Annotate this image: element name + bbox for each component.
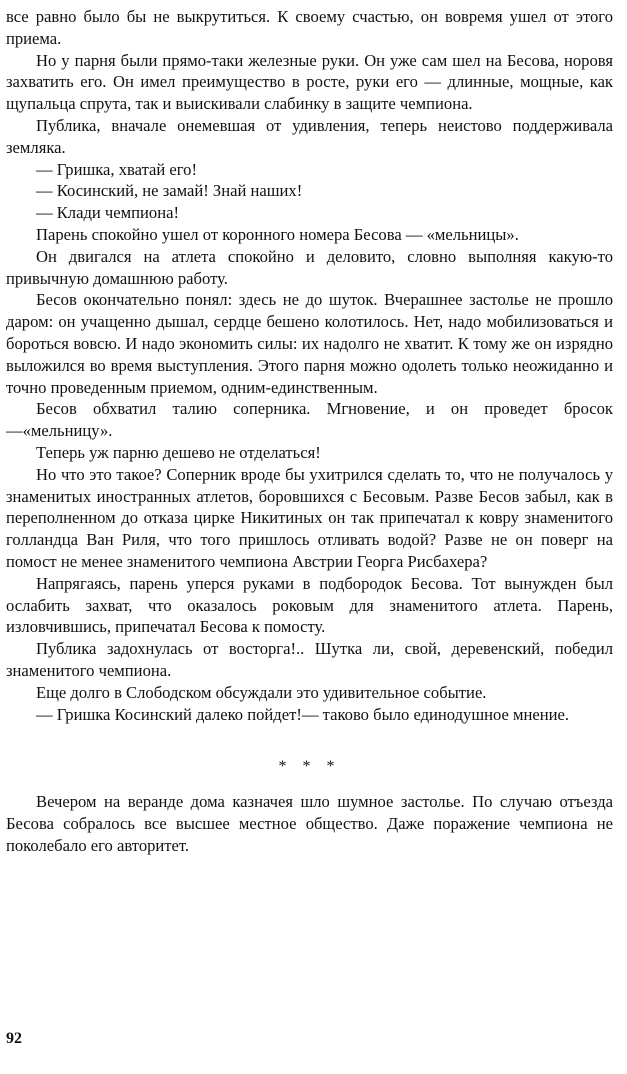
paragraph: Напрягаясь, парень уперся руками в подбородок Бесова. Тот вынужден был ослабить захват, что оказалось роковым для знаменитого атлета. Парень, изловчившись, припечатал Бесова к помосту. (6, 573, 613, 637)
paragraph: Бесов обхватил талию соперника. Мгновение, и он проведет бросок —«мельницу». (6, 399, 613, 441)
dialogue-line: — Клади чемпиона! (36, 203, 179, 223)
paragraph: Но у парня были прямо-таки железные руки. Он уже сам шел на Бесова, норовя захватить его. Он имел преимущество в росте, руки его — длинные, мощные, как щупальца спрута, так и выискивали слабинку в защите чемпиона. (6, 50, 613, 114)
page-number: 92 (6, 1030, 22, 1047)
paragraph: все равно было бы не выкрутиться. К своему счастью, он вовремя ушел от этого приема. (6, 7, 613, 48)
paragraph: Парень спокойно ушел от коронного номера Бесова — «мельницы». (36, 224, 519, 244)
paragraph: Вечером на веранде дома казначея шло шумное застолье. По случаю отъезда Бесова собралось все высшее местное общество. Даже поражение чемпиона не поколебало его авторитет. (6, 792, 613, 855)
paragraph: Но что это такое? Соперник вроде бы ухитрился сделать то, что не получалось у знаменитых иностранных атлетов, боровшихся с Бесовым. Разве Бесов забыл, как в переполненном до отказа цирке Никитиных он так припечатал к ковру знаменитого голландца Ван Риля, что того пришлось отливать водой? Разве не он поверг на помост не менее знаменитого чемпиона Австрии Георга Рисбахера? (6, 464, 613, 571)
body-text-top (6, 6, 613, 725)
section-separator: * * * (278, 758, 341, 776)
paragraph: Публика задохнулась от восторга!.. Шутка ли, свой, деревенский, победил знаменитого чемпиона. (6, 639, 613, 680)
dialogue-line: — Косинский, не замай! Знай наших! (36, 181, 303, 201)
paragraph: Бесов окончательно понял: здесь не до шуток. Вчерашнее застолье не прошло даром: он учащенно дышал, сердце бешено колотилось. Нет, надо мобилизоваться и бороться вовсю. И надо экономить силы: их надолго не хватит. К тому же он изрядно выложился во время выступления. Этого парня можно одолеть только неожиданно и точно проведенным приемом, одним-единственным. (6, 290, 613, 397)
dialogue-line: — Гришка, хватай его! (36, 159, 197, 179)
body-text-bottom (6, 791, 613, 856)
paragraph: Еще долго в Слободском обсуждали это удивительное событие. (36, 682, 487, 702)
paragraph: Теперь уж парню дешево не отделаться! (36, 442, 321, 462)
paragraph: — Гришка Косинский далеко пойдет!— таково было единодушное мнение. (36, 704, 570, 724)
paragraph: Он двигался на атлета спокойно и деловито, словно выполняя какую-то привычную домашнюю работу. (6, 246, 613, 288)
paragraph: Публика, вначале онемевшая от удивления, теперь неистово поддерживала земляка. (6, 115, 613, 157)
